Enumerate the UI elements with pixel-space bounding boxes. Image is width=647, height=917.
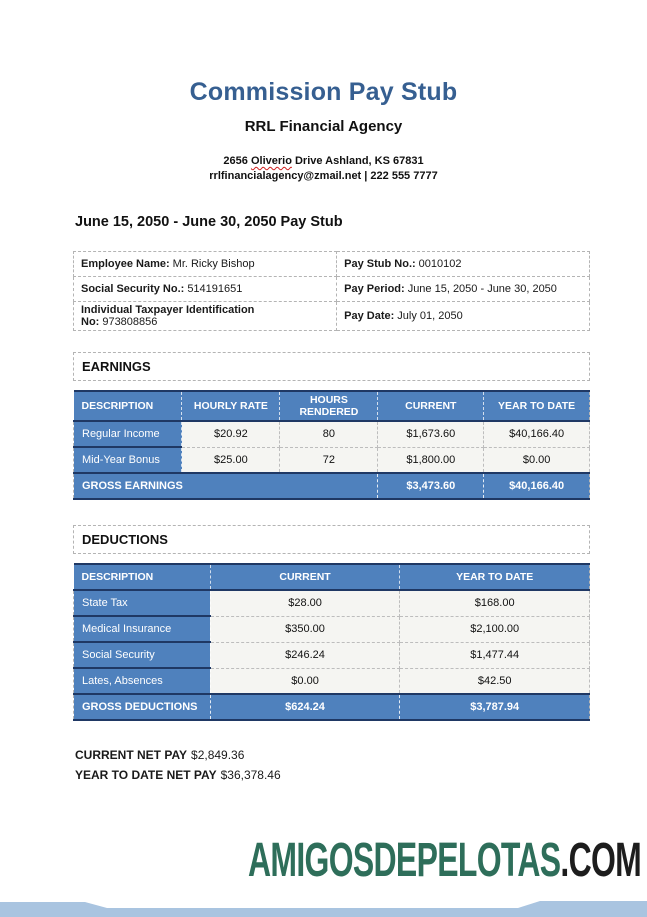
earnings-table [73, 390, 590, 500]
brand-tld-text: .COM [560, 831, 641, 886]
ytd-net-pay-label: YEAR TO DATE NET PAY [75, 768, 217, 782]
column-header: HOURS RENDERED [280, 391, 378, 421]
gross-deductions-label: GROSS DEDUCTIONS [74, 694, 211, 720]
deduction-description: Lates, Absences [74, 668, 211, 694]
column-header: CURRENT [210, 564, 400, 590]
field-value: June 15, 2050 - June 30, 2050 [407, 283, 557, 295]
employee-name-cell [74, 252, 337, 277]
employee-info-table [73, 251, 590, 331]
company-address-line [0, 154, 647, 169]
ytd-net-pay-value: $36,378.46 [220, 768, 281, 782]
address-flagged-word: Oliverio [250, 155, 292, 167]
field-label: Pay Period: [344, 283, 405, 295]
ytd-amount: $168.00 [400, 590, 590, 616]
hours-rendered: 72 [280, 447, 378, 473]
current-net-pay-label: CURRENT NET PAY [75, 748, 188, 762]
field-label: Social Security No.: [81, 283, 185, 295]
ytd-amount: $42.50 [400, 668, 590, 694]
current-amount: $1,673.60 [378, 421, 484, 447]
address-pre: 2656 [223, 155, 251, 167]
column-header: HOURLY RATE [182, 391, 280, 421]
bottom-ribbon-decoration [0, 900, 647, 917]
address-post: Drive Ashland, KS 67831 [291, 155, 424, 167]
current-amount: $28.00 [210, 590, 400, 616]
pay-period-heading: June 15, 2050 - June 30, 2050 Pay Stub [75, 214, 343, 230]
table-row [74, 616, 590, 642]
table-row [74, 277, 590, 302]
table-row [74, 590, 590, 616]
hourly-rate: $25.00 [182, 447, 280, 473]
gross-earnings-row [74, 473, 590, 499]
ytd-amount: $0.00 [484, 447, 590, 473]
field-value: Mr. Ricky Bishop [172, 258, 255, 270]
gross-deductions-ytd: $3,787.94 [400, 694, 590, 720]
field-label: Individual Taxpayer Identification No: [81, 304, 255, 328]
gross-deductions-current: $624.24 [210, 694, 400, 720]
earning-description: Regular Income [74, 421, 182, 447]
pay-period-cell [337, 277, 590, 302]
deductions-section [73, 525, 590, 721]
field-label: Pay Date: [344, 310, 395, 322]
document-title: Commission Pay Stub [189, 78, 458, 106]
table-row [74, 302, 590, 331]
ytd-net-pay-line [75, 765, 590, 785]
earning-description: Mid-Year Bonus [74, 447, 182, 473]
table-row [74, 252, 590, 277]
field-label: Pay Stub No.: [344, 258, 416, 270]
field-value: 514191651 [187, 283, 243, 295]
pay-stub-no-cell [337, 252, 590, 277]
current-amount: $350.00 [210, 616, 400, 642]
ytd-amount: $1,477.44 [400, 642, 590, 668]
field-value: 0010102 [418, 258, 462, 270]
current-amount: $1,800.00 [378, 447, 484, 473]
gross-earnings-current: $3,473.60 [378, 473, 484, 499]
ytd-amount: $40,166.40 [484, 421, 590, 447]
gross-earnings-ytd: $40,166.40 [484, 473, 590, 499]
hours-rendered: 80 [280, 421, 378, 447]
column-header: DESCRIPTION [74, 564, 211, 590]
table-row [74, 421, 590, 447]
current-net-pay-value: $2,849.36 [191, 748, 245, 762]
field-label: Employee Name: [81, 258, 170, 270]
table-row [74, 447, 590, 473]
company-contact-line: rrlfinancialagency@zmail.net | 222 555 7777 [209, 170, 438, 182]
earnings-section [73, 352, 590, 500]
document-header [0, 0, 647, 184]
current-amount: $246.24 [210, 642, 400, 668]
deductions-section-title: DEDUCTIONS [73, 525, 590, 554]
document-body [73, 214, 590, 785]
itin-cell [74, 302, 337, 331]
ytd-amount: $2,100.00 [400, 616, 590, 642]
field-value: 973808856 [102, 316, 158, 328]
company-name: RRL Financial Agency [244, 118, 403, 135]
deduction-description: Medical Insurance [74, 616, 211, 642]
field-value: July 01, 2050 [397, 310, 463, 322]
brand-name-text: AMIGOSDEPELOTAS [247, 831, 561, 886]
earnings-header-row [74, 391, 590, 421]
table-row [74, 642, 590, 668]
hourly-rate: $20.92 [182, 421, 280, 447]
deduction-description: State Tax [74, 590, 211, 616]
company-address-block [0, 154, 647, 184]
gross-earnings-label: GROSS EARNINGS [74, 473, 378, 499]
ssn-cell [74, 277, 337, 302]
net-pay-summary [73, 745, 590, 785]
deductions-table [73, 563, 590, 721]
column-header: YEAR TO DATE [400, 564, 590, 590]
column-header: DESCRIPTION [74, 391, 182, 421]
column-header: YEAR TO DATE [484, 391, 590, 421]
deduction-description: Social Security [74, 642, 211, 668]
column-header: CURRENT [378, 391, 484, 421]
earnings-section-title: EARNINGS [73, 352, 590, 381]
pay-date-cell [337, 302, 590, 331]
table-row [74, 668, 590, 694]
current-amount: $0.00 [210, 668, 400, 694]
deductions-header-row [74, 564, 590, 590]
brand-watermark [248, 831, 641, 887]
gross-deductions-row [74, 694, 590, 720]
current-net-pay-line [75, 745, 590, 765]
